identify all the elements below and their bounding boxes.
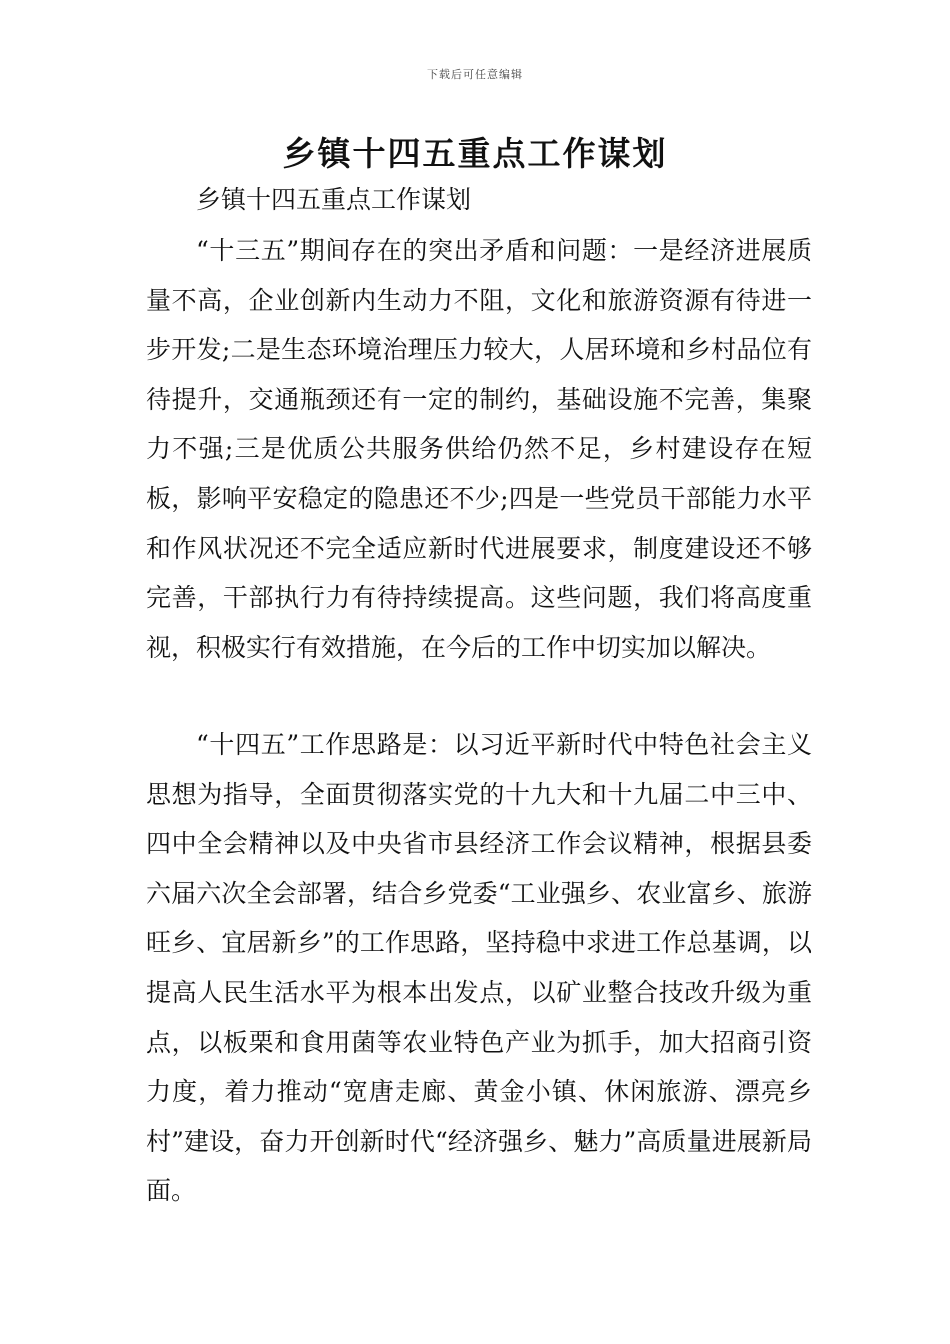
header-note: 下载后可任意编辑 (427, 68, 523, 81)
paragraph-problems: “十三五”期间存在的突出矛盾和问题：一是经济进展质量不高，企业创新内生动力不阻，文化和旅游资源有待进一步开发;二是生态环境治理压力较大，人居环境和乡村品位有待提升，交通瓶颈还有一定的制约，基础设施不完善，集聚力不强;三是优质公共服务供给仍然不足，乡村建设存在短板，影响平安稳定的隐患还不少;四是一些党员干部能力水平和作风状况还不完全适应新时代进展要求，制度建设还不够完善，干部执行力有待持续提高。这些问题，我们将高度重视，积极实行有效措施，在今后的工作中切实加以解决。 (146, 236, 812, 662)
document-title: 乡镇十四五重点工作谋划 (282, 134, 668, 173)
paragraph-work-ideas: “十四五”工作思路是：以习近平新时代中特色社会主义思想为指导，全面贯彻落实党的十九大和十九届二中三中、四中全会精神以及中央省市县经济工作会议精神，根据县委六届六次全会部署，结合乡党委“工业强乡、农业富乡、旅游旺乡、宜居新乡”的工作思路，坚持稳中求进工作总基调，以提高人民生活水平为根本出发点，以矿业整合技改升级为重点，以板栗和食用菌等农业特色产业为抓手，加大招商引资力度，着力推动“宽唐走廊、黄金小镇、休闲旅游、漂亮乡村”建设，奋力开创新时代“经济强乡、魅力”高质量进展新局面。 (146, 730, 812, 1206)
document-subtitle: 乡镇十四五重点工作谋划 (196, 185, 472, 214)
